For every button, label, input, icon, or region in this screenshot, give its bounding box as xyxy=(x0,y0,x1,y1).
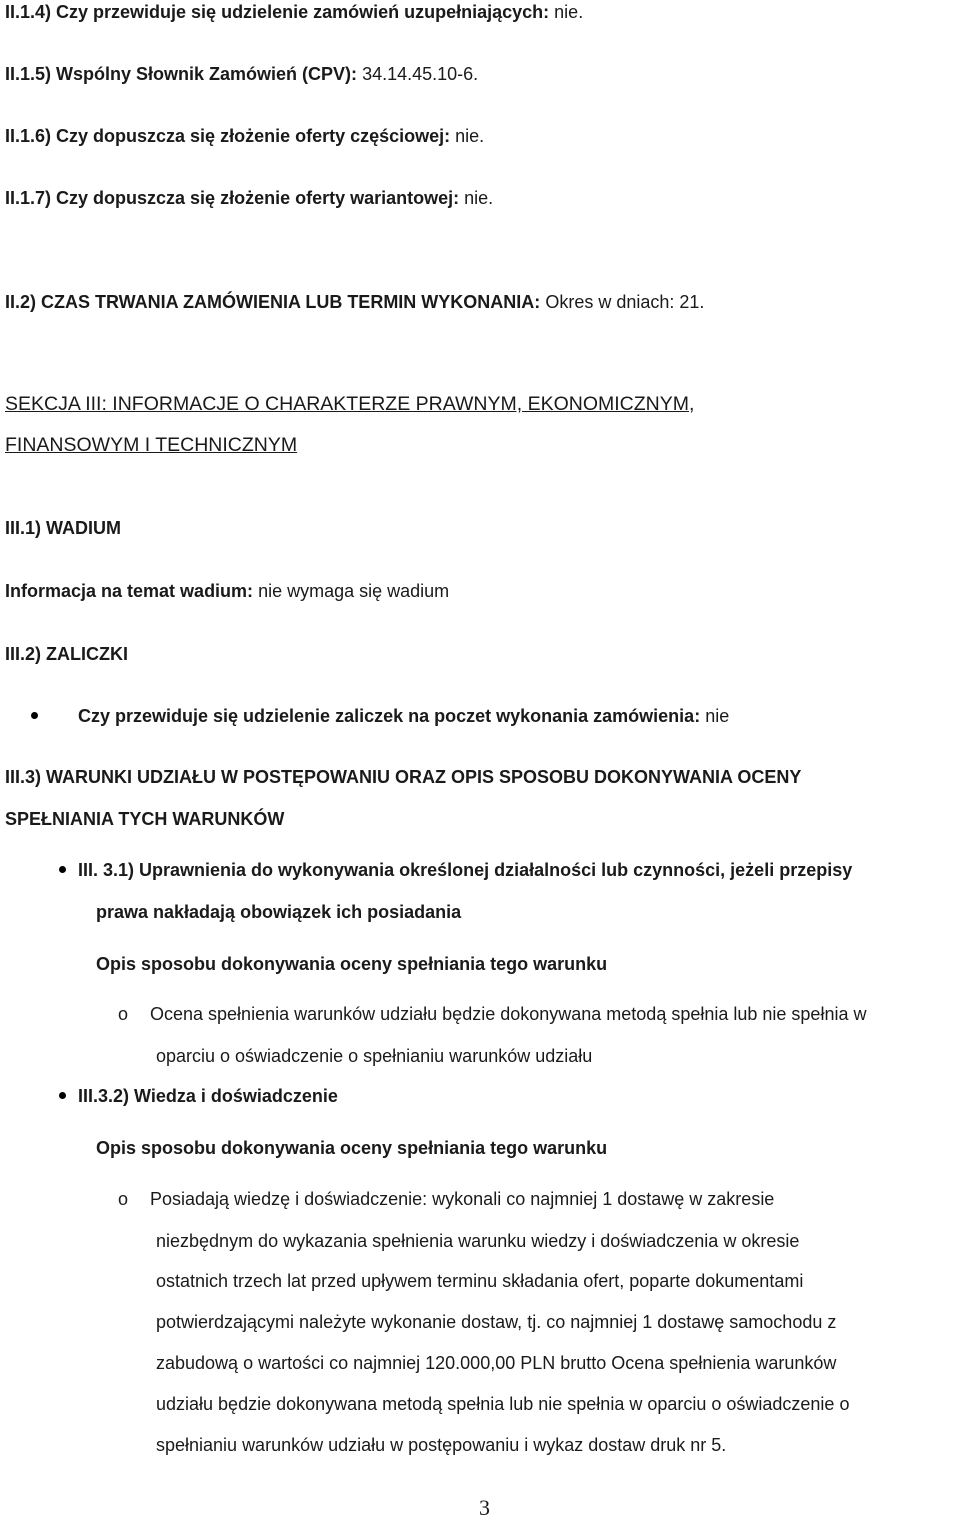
wiedza-text-line: potwierdzającymi należyte wykonanie dostaw, tj. co najmniej 1 dostawę samochodu z xyxy=(156,1312,837,1332)
circle-bullet-icon: o xyxy=(118,1004,129,1024)
field-value: nie. xyxy=(464,188,494,208)
wiedza-text-line: spełnianiu warunków udziału w postępowaniu i wykaz dostaw druk nr 5. xyxy=(156,1435,727,1455)
field-label: II.2) CZAS TRWANIA ZAMÓWIENIA LUB TERMIN WYKONANIA: xyxy=(5,292,541,312)
warunki-heading-line1: III.3) WARUNKI UDZIAŁU W POSTĘPOWANIU ORAZ OPIS SPOSOBU DOKONYWANIA OCENY xyxy=(5,767,802,787)
field-value: 34.14.45.10-6. xyxy=(362,64,479,84)
circle-bullet-icon: o xyxy=(118,1189,129,1209)
field-value: nie xyxy=(705,706,730,726)
field-label: II.1.4) Czy przewiduje się udzielenie zamówień uzupełniających: xyxy=(5,2,550,22)
bullet-icon xyxy=(59,1092,66,1099)
wiedza-text-line: Posiadają wiedzę i doświadczenie: wykonali co najmniej 1 dostawę w zakresie xyxy=(150,1189,775,1209)
ocena-text-line2: oparciu o oświadczenie o spełnianiu warunków udziału xyxy=(156,1046,593,1066)
opis-sposobu-heading: Opis sposobu dokonywania oceny spełniania tego warunku xyxy=(96,1138,608,1158)
field-label: II.1.5) Wspólny Słownik Zamówień (CPV): xyxy=(5,64,358,84)
field-value: nie. xyxy=(455,126,485,146)
opis-sposobu-heading: Opis sposobu dokonywania oceny spełniania tego warunku xyxy=(96,954,608,974)
field-czas-trwania xyxy=(5,291,704,313)
field-cpv xyxy=(5,63,478,85)
field-value: nie. xyxy=(554,2,584,22)
field-oferta-wariantowa xyxy=(5,187,493,209)
field-label: II.1.7) Czy dopuszcza się złożenie oferty wariantowej: xyxy=(5,188,460,208)
section-heading-line1: SEKCJA III: INFORMACJE O CHARAKTERZE PRAWNYM, EKONOMICZNYM, xyxy=(5,393,695,415)
field-oferta-czesciowa xyxy=(5,125,484,147)
wadium-info xyxy=(5,580,449,602)
field-label: Informacja na temat wadium: xyxy=(5,581,254,601)
field-label: II.1.6) Czy dopuszcza się złożenie oferty częściowej: xyxy=(5,126,451,146)
zaliczki-question xyxy=(78,705,729,727)
uprawnienia-heading-line1: III. 3.1) Uprawnienia do wykonywania określonej działalności lub czynności, jeżeli przepisy xyxy=(78,860,853,880)
field-zamowienia-uzupelniajace xyxy=(5,1,583,23)
wiedza-text-line: ostatnich trzech lat przed upływem terminu składania ofert, poparte dokumentami xyxy=(156,1271,804,1291)
ocena-text-line1: Ocena spełnienia warunków udziału będzie dokonywana metodą spełnia lub nie spełnia w xyxy=(150,1004,867,1024)
section-heading-line2: FINANSOWYM I TECHNICZNYM xyxy=(5,434,298,456)
page-number: 3 xyxy=(479,1495,490,1520)
warunki-heading-line2: SPEŁNIANIA TYCH WARUNKÓW xyxy=(5,809,285,829)
wiedza-text-line: niezbędnym do wykazania spełnienia warunku wiedzy i doświadczenia w okresie xyxy=(156,1231,800,1251)
field-label: Czy przewiduje się udzielenie zaliczek na poczet wykonania zamówienia: xyxy=(78,706,701,726)
field-value: Okres w dniach: 21. xyxy=(545,292,705,312)
wiedza-heading: III.3.2) Wiedza i doświadczenie xyxy=(78,1086,338,1106)
uprawnienia-heading-line2: prawa nakładają obowiązek ich posiadania xyxy=(96,902,462,922)
wadium-heading: III.1) WADIUM xyxy=(5,518,121,538)
wiedza-text-line: udziału będzie dokonywana metodą spełnia lub nie spełnia w oparciu o oświadczenie o xyxy=(156,1394,850,1414)
bullet-icon xyxy=(31,712,38,719)
zaliczki-heading: III.2) ZALICZKI xyxy=(5,644,128,664)
bullet-icon xyxy=(59,866,66,873)
wiedza-text-line: zabudową o wartości co najmniej 120.000,00 PLN brutto Ocena spełnienia warunków xyxy=(156,1353,837,1373)
field-value: nie wymaga się wadium xyxy=(258,581,450,601)
